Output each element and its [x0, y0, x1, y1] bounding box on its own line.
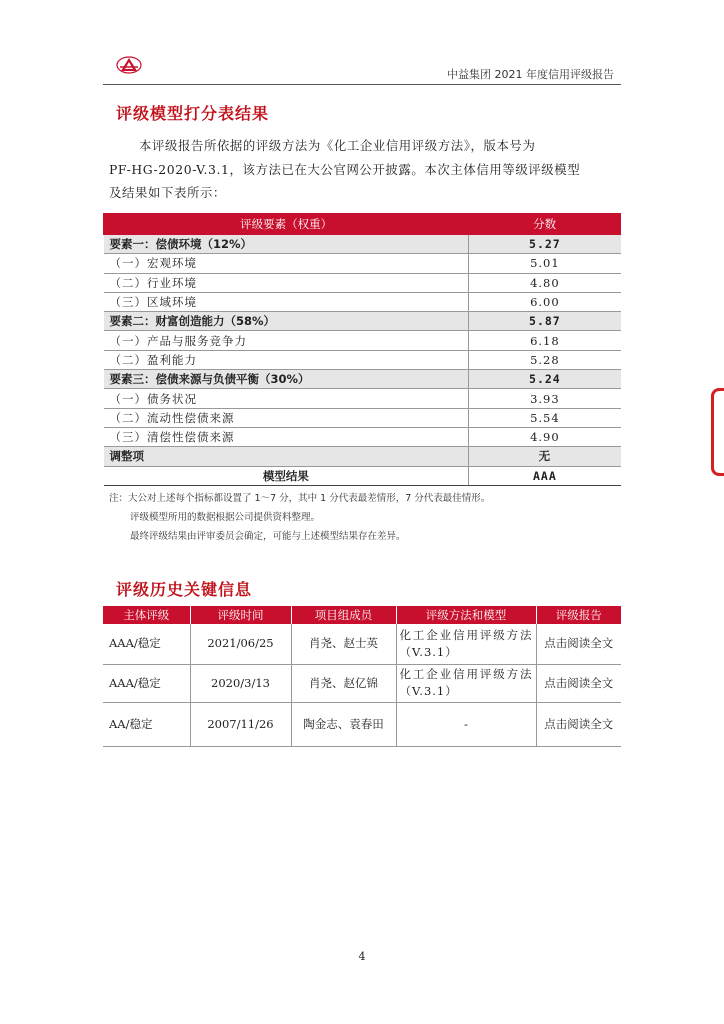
cell-method: 化工企业信用评级方法（V.3.1） — [396, 624, 536, 664]
intro-line-2: PF-HG-2020-V.3.1，该方法已在大公官网公开披露。本次主体信用等级评级模型 — [109, 161, 581, 177]
seal-stamp — [711, 388, 724, 476]
row-label: （二）盈利能力 — [104, 350, 469, 369]
row-label: 要素二：财富创造能力（58%） — [104, 312, 469, 331]
history-table — [103, 606, 621, 747]
cell-date: 2020/3/13 — [190, 664, 291, 702]
row-label: （三）清偿性偿债来源 — [104, 427, 469, 446]
table-row — [104, 427, 621, 446]
table-row — [104, 273, 621, 292]
table-row — [104, 292, 621, 311]
col-header-method: 评级方法和模型 — [396, 606, 536, 624]
col-header-factor: 评级要素（权重） — [104, 214, 469, 235]
table-row — [104, 235, 621, 254]
note-line-2: 评级模型所用的数据根据公司提供资料整理。 — [130, 512, 321, 523]
row-label: （一）宏观环境 — [104, 254, 469, 273]
col-header-rating: 主体评级 — [103, 606, 190, 624]
table-row — [104, 447, 621, 466]
col-header-date: 评级时间 — [190, 606, 291, 624]
cell-date: 2021/06/25 — [190, 624, 291, 664]
row-score: 5.28 — [469, 350, 621, 369]
intro-line-1: 本评级报告所依据的评级方法为《化工企业信用评级方法》，版本号为 — [139, 138, 536, 153]
cell-date: 2007/11/26 — [190, 702, 291, 746]
company-logo — [116, 55, 142, 75]
col-header-report: 评级报告 — [536, 606, 621, 624]
row-label: （二）行业环境 — [104, 273, 469, 292]
score-table-header — [104, 214, 621, 235]
history-table-header — [103, 606, 621, 624]
read-full-text-link[interactable]: 点击阅读全文 — [536, 702, 621, 746]
table-row — [104, 312, 621, 331]
col-header-score: 分数 — [469, 214, 621, 235]
cell-rating: AAA/稳定 — [103, 664, 190, 702]
header-title: 中益集团 2021 年度信用评级报告 — [447, 68, 614, 81]
note-line-1: 注：大公对上述每个指标都设置了 1～7 分，其中 1 分代表最差情形，7 分代表最佳情形。 — [109, 493, 491, 504]
section-title-model: 评级模型打分表结果 — [116, 104, 270, 123]
row-label: （一）产品与服务竞争力 — [104, 331, 469, 350]
row-score: 无 — [469, 447, 621, 466]
row-label: 要素三：偿债来源与负债平衡（30%） — [104, 370, 469, 389]
row-score: 5.24 — [469, 370, 621, 389]
cell-method: 化工企业信用评级方法（V.3.1） — [396, 664, 536, 702]
note-line-3: 最终评级结果由评审委员会确定，可能与上述模型结果存在差异。 — [130, 531, 406, 542]
table-row-result — [104, 466, 621, 485]
cell-members: 陶金志、袁春田 — [291, 702, 396, 746]
col-header-members: 项目组成员 — [291, 606, 396, 624]
table-notes — [109, 489, 490, 546]
read-full-text-link[interactable]: 点击阅读全文 — [536, 664, 621, 702]
row-score: 5.01 — [469, 254, 621, 273]
row-label: （三）区域环境 — [104, 292, 469, 311]
row-score: 6.00 — [469, 292, 621, 311]
row-label: （二）流动性偿债来源 — [104, 408, 469, 427]
table-row — [104, 370, 621, 389]
intro-line-3: 及结果如下表所示： — [109, 185, 226, 200]
row-label: 要素一：偿债环境（12%） — [104, 235, 469, 254]
table-row — [103, 624, 621, 664]
section-title-history: 评级历史关键信息 — [116, 580, 253, 599]
table-row — [104, 331, 621, 350]
cell-method: - — [396, 702, 536, 746]
intro-paragraph — [109, 134, 617, 205]
row-label: 模型结果 — [104, 466, 469, 485]
cell-rating: AA/稳定 — [103, 702, 190, 746]
table-row — [104, 389, 621, 408]
header-divider — [103, 84, 621, 85]
table-row — [104, 408, 621, 427]
page-number: 4 — [358, 950, 366, 963]
table-row — [103, 664, 621, 702]
cell-members: 肖尧、赵士英 — [291, 624, 396, 664]
row-score: 5.27 — [469, 235, 621, 254]
row-score: 4.90 — [469, 427, 621, 446]
read-full-text-link[interactable]: 点击阅读全文 — [536, 624, 621, 664]
row-score: AAA — [469, 466, 621, 485]
table-row — [104, 254, 621, 273]
score-table — [103, 213, 621, 486]
row-label: （一）债务状况 — [104, 389, 469, 408]
cell-members: 肖尧、赵亿锦 — [291, 664, 396, 702]
cell-rating: AAA/稳定 — [103, 624, 190, 664]
row-score: 4.80 — [469, 273, 621, 292]
row-score: 5.87 — [469, 312, 621, 331]
table-row — [103, 702, 621, 746]
row-score: 3.93 — [469, 389, 621, 408]
row-score: 5.54 — [469, 408, 621, 427]
row-score: 6.18 — [469, 331, 621, 350]
row-label: 调整项 — [104, 447, 469, 466]
table-row — [104, 350, 621, 369]
